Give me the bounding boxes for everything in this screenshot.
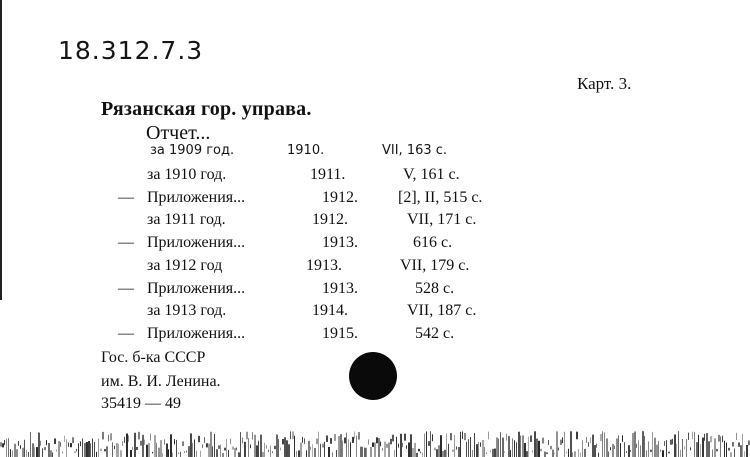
entry-row — [0, 302, 750, 324]
card-heading: Рязанская гор. управа. — [101, 98, 312, 120]
footer-library-name: им. В. И. Ленина. — [101, 373, 221, 390]
report-title: Отчет... — [146, 122, 211, 144]
entry-row — [0, 234, 750, 256]
entry-row — [0, 325, 750, 347]
entry-pages: VII, 187 с. — [407, 302, 477, 319]
card-number: Карт. 3. — [577, 74, 632, 93]
entry-desc: за 1910 год. — [147, 166, 227, 183]
entry-dash: — — [118, 280, 134, 297]
entry-pages: 528 с. — [415, 280, 455, 297]
call-number: 18.312.7.3 — [58, 36, 204, 65]
entry-row — [0, 166, 750, 188]
footer-library: Гос. б-ка СССР — [101, 349, 206, 366]
handwritten-entry-year: 1910. — [287, 143, 325, 158]
entry-row — [0, 257, 750, 279]
handwritten-entry-desc: за 1909 год. — [150, 143, 235, 158]
entry-pages: [2], II, 515 с. — [398, 189, 483, 206]
entry-pages: V, 161 с. — [403, 166, 460, 183]
entry-desc: Приложения... — [147, 234, 246, 251]
entry-year: 1912. — [312, 211, 348, 228]
entry-dash: — — [118, 189, 134, 206]
entry-desc: за 1911 год. — [147, 211, 226, 228]
entry-year: 1913. — [306, 257, 342, 274]
entry-pages: VII, 179 с. — [400, 257, 470, 274]
entry-row — [0, 211, 750, 233]
footer-inventory-number: 35419 — 49 — [101, 395, 181, 412]
entry-year: 1915. — [322, 325, 358, 342]
entry-desc: за 1913 год. — [147, 302, 227, 319]
entry-year: 1913. — [322, 234, 358, 251]
entry-year: 1912. — [322, 189, 358, 206]
entry-year: 1911. — [310, 166, 346, 183]
ink-blot — [349, 352, 397, 400]
entry-pages: 616 с. — [413, 234, 453, 251]
entry-desc: за 1912 год — [147, 257, 223, 274]
handwritten-entry-pages: VII, 163 с. — [382, 143, 448, 158]
entry-dash: — — [118, 325, 134, 342]
entry-desc: Приложения... — [147, 325, 246, 342]
entry-year: 1914. — [312, 302, 348, 319]
scan-noise — [0, 425, 750, 457]
entry-desc: Приложения... — [147, 280, 246, 297]
entry-pages: VII, 171 с. — [407, 211, 477, 228]
entry-row — [0, 189, 750, 211]
entry-pages: 542 с. — [415, 325, 455, 342]
entry-year: 1913. — [322, 280, 358, 297]
entry-desc: Приложения... — [147, 189, 246, 206]
entry-row — [0, 280, 750, 302]
entry-dash: — — [118, 234, 134, 251]
